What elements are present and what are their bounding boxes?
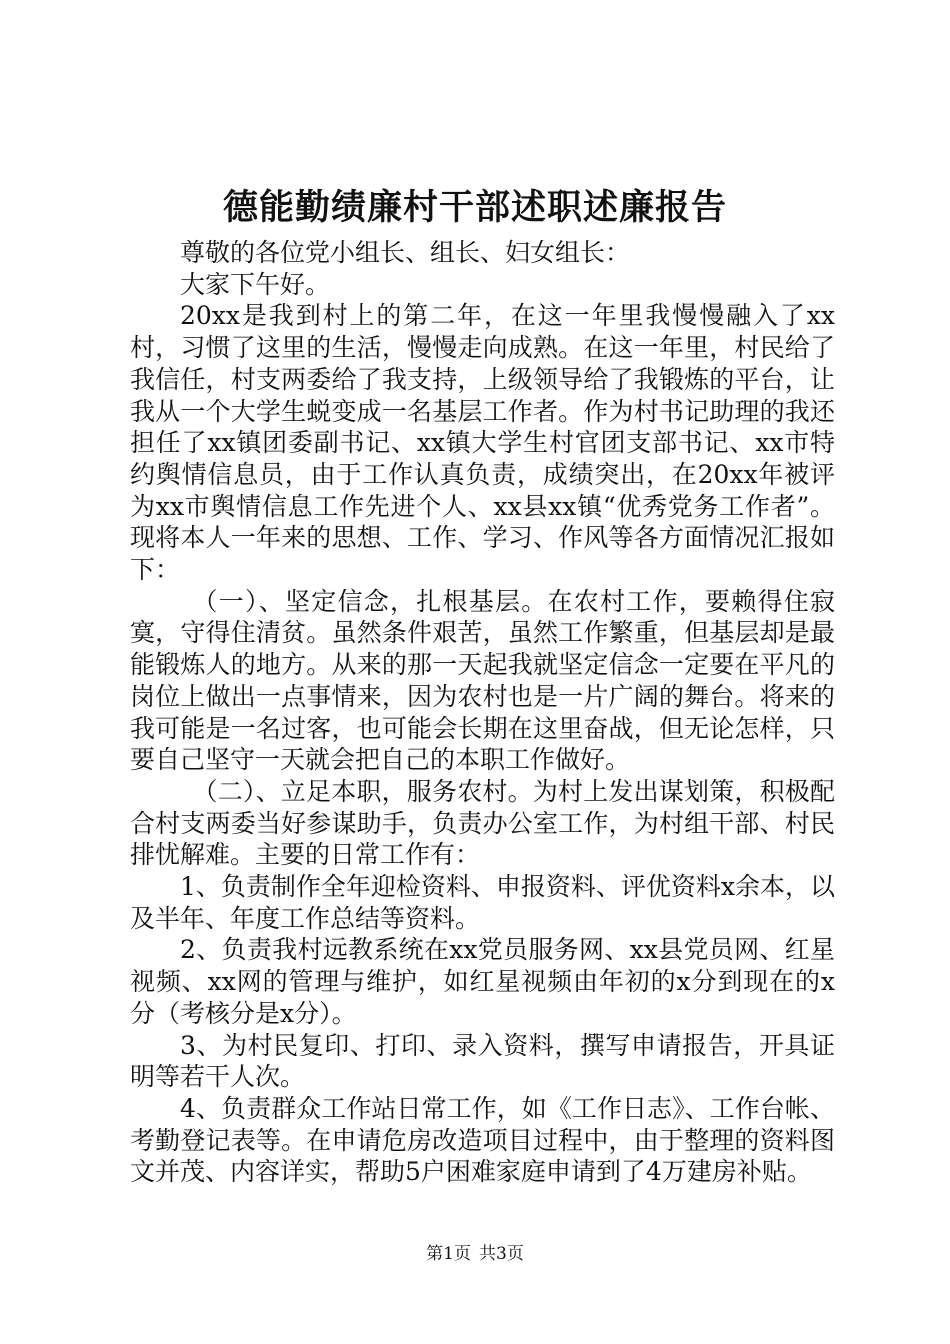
salutation: 尊敬的各位党小组长、组长、妇女组长： [180,238,631,267]
list-item: 4、负责群众工作站日常工作，如《工作日志》、工作台帐、考勤登记表等。在申请危房改造项目过程中，由于整理的资料图文并茂、内容详实，帮助5户困难家庭申请到了4万建房补贴。 [130,1093,835,1187]
greeting: 大家下午好。 [180,269,331,299]
list-item: 3、为村民复印、打印、录入资料，撰写申请报告，开具证明等若干人次。 [130,1030,835,1092]
document-title: 德能勤绩廉村干部述职述廉报告 [222,187,727,228]
page-number: 第1页 [426,1244,471,1264]
section-two-paragraph: （二）、立足本职，服务农村。为村上发出谋划策，积极配合村支两委当好参谋助手，负责办公室工作，为村组干部、村民排忧解难。主要的日常工作有： [130,776,835,870]
list-item: 2、负责我村远教系统在xx党员服务网、xx县党员网、红星视频、xx网的管理与维护，如红星视频由年初的x分到现在的x分（考核分是x分）。 [130,935,835,1028]
section-one-paragraph: （一）、坚定信念，扎根基层。在农村工作，要赖得住寂寞，守得住清贫。虽然条件艰苦，虽然工作繁重，但基层却是最能锻炼人的地方。从来的那一天起我就坚定信念一定要在平凡的岗位上做出一点事情来，因为农村也是一片广阔的舞台。将来的我可能是一名过客，也可能会长期在这里奋战，但无论怎样，只要自己坚守一天就会把自己的本职工作做好。 [130,586,835,775]
page-total: 共3页 [479,1244,524,1264]
page-footer [0,1242,950,1266]
list-item: 1、负责制作全年迎检资料、申报资料、评优资料x余本，以及半年、年度工作总结等资料。 [130,872,836,933]
intro-paragraph: 20xx是我到村上的第二年，在这一年里我慢慢融入了xx村，习惯了这里的生活，慢慢走向成熟。在这一年里，村民给了我信任，村支两委给了我支持，上级领导给了我锻炼的平台，让我从一个大学生蜕变成一名基层工作者。作为村书记助理的我还担任了xx镇团委副书记、xx镇大学生村官团支部书记、xx市特约舆情信息员，由于工作认真负责，成绩突出，在20xx年被评为xx市舆情信息工作先进个人、xx县xx镇“优秀党务工作者”。现将本人一年来的思想、工作、学习、作风等各方面情况汇报如下： [130,301,835,585]
document-body [130,237,835,1188]
